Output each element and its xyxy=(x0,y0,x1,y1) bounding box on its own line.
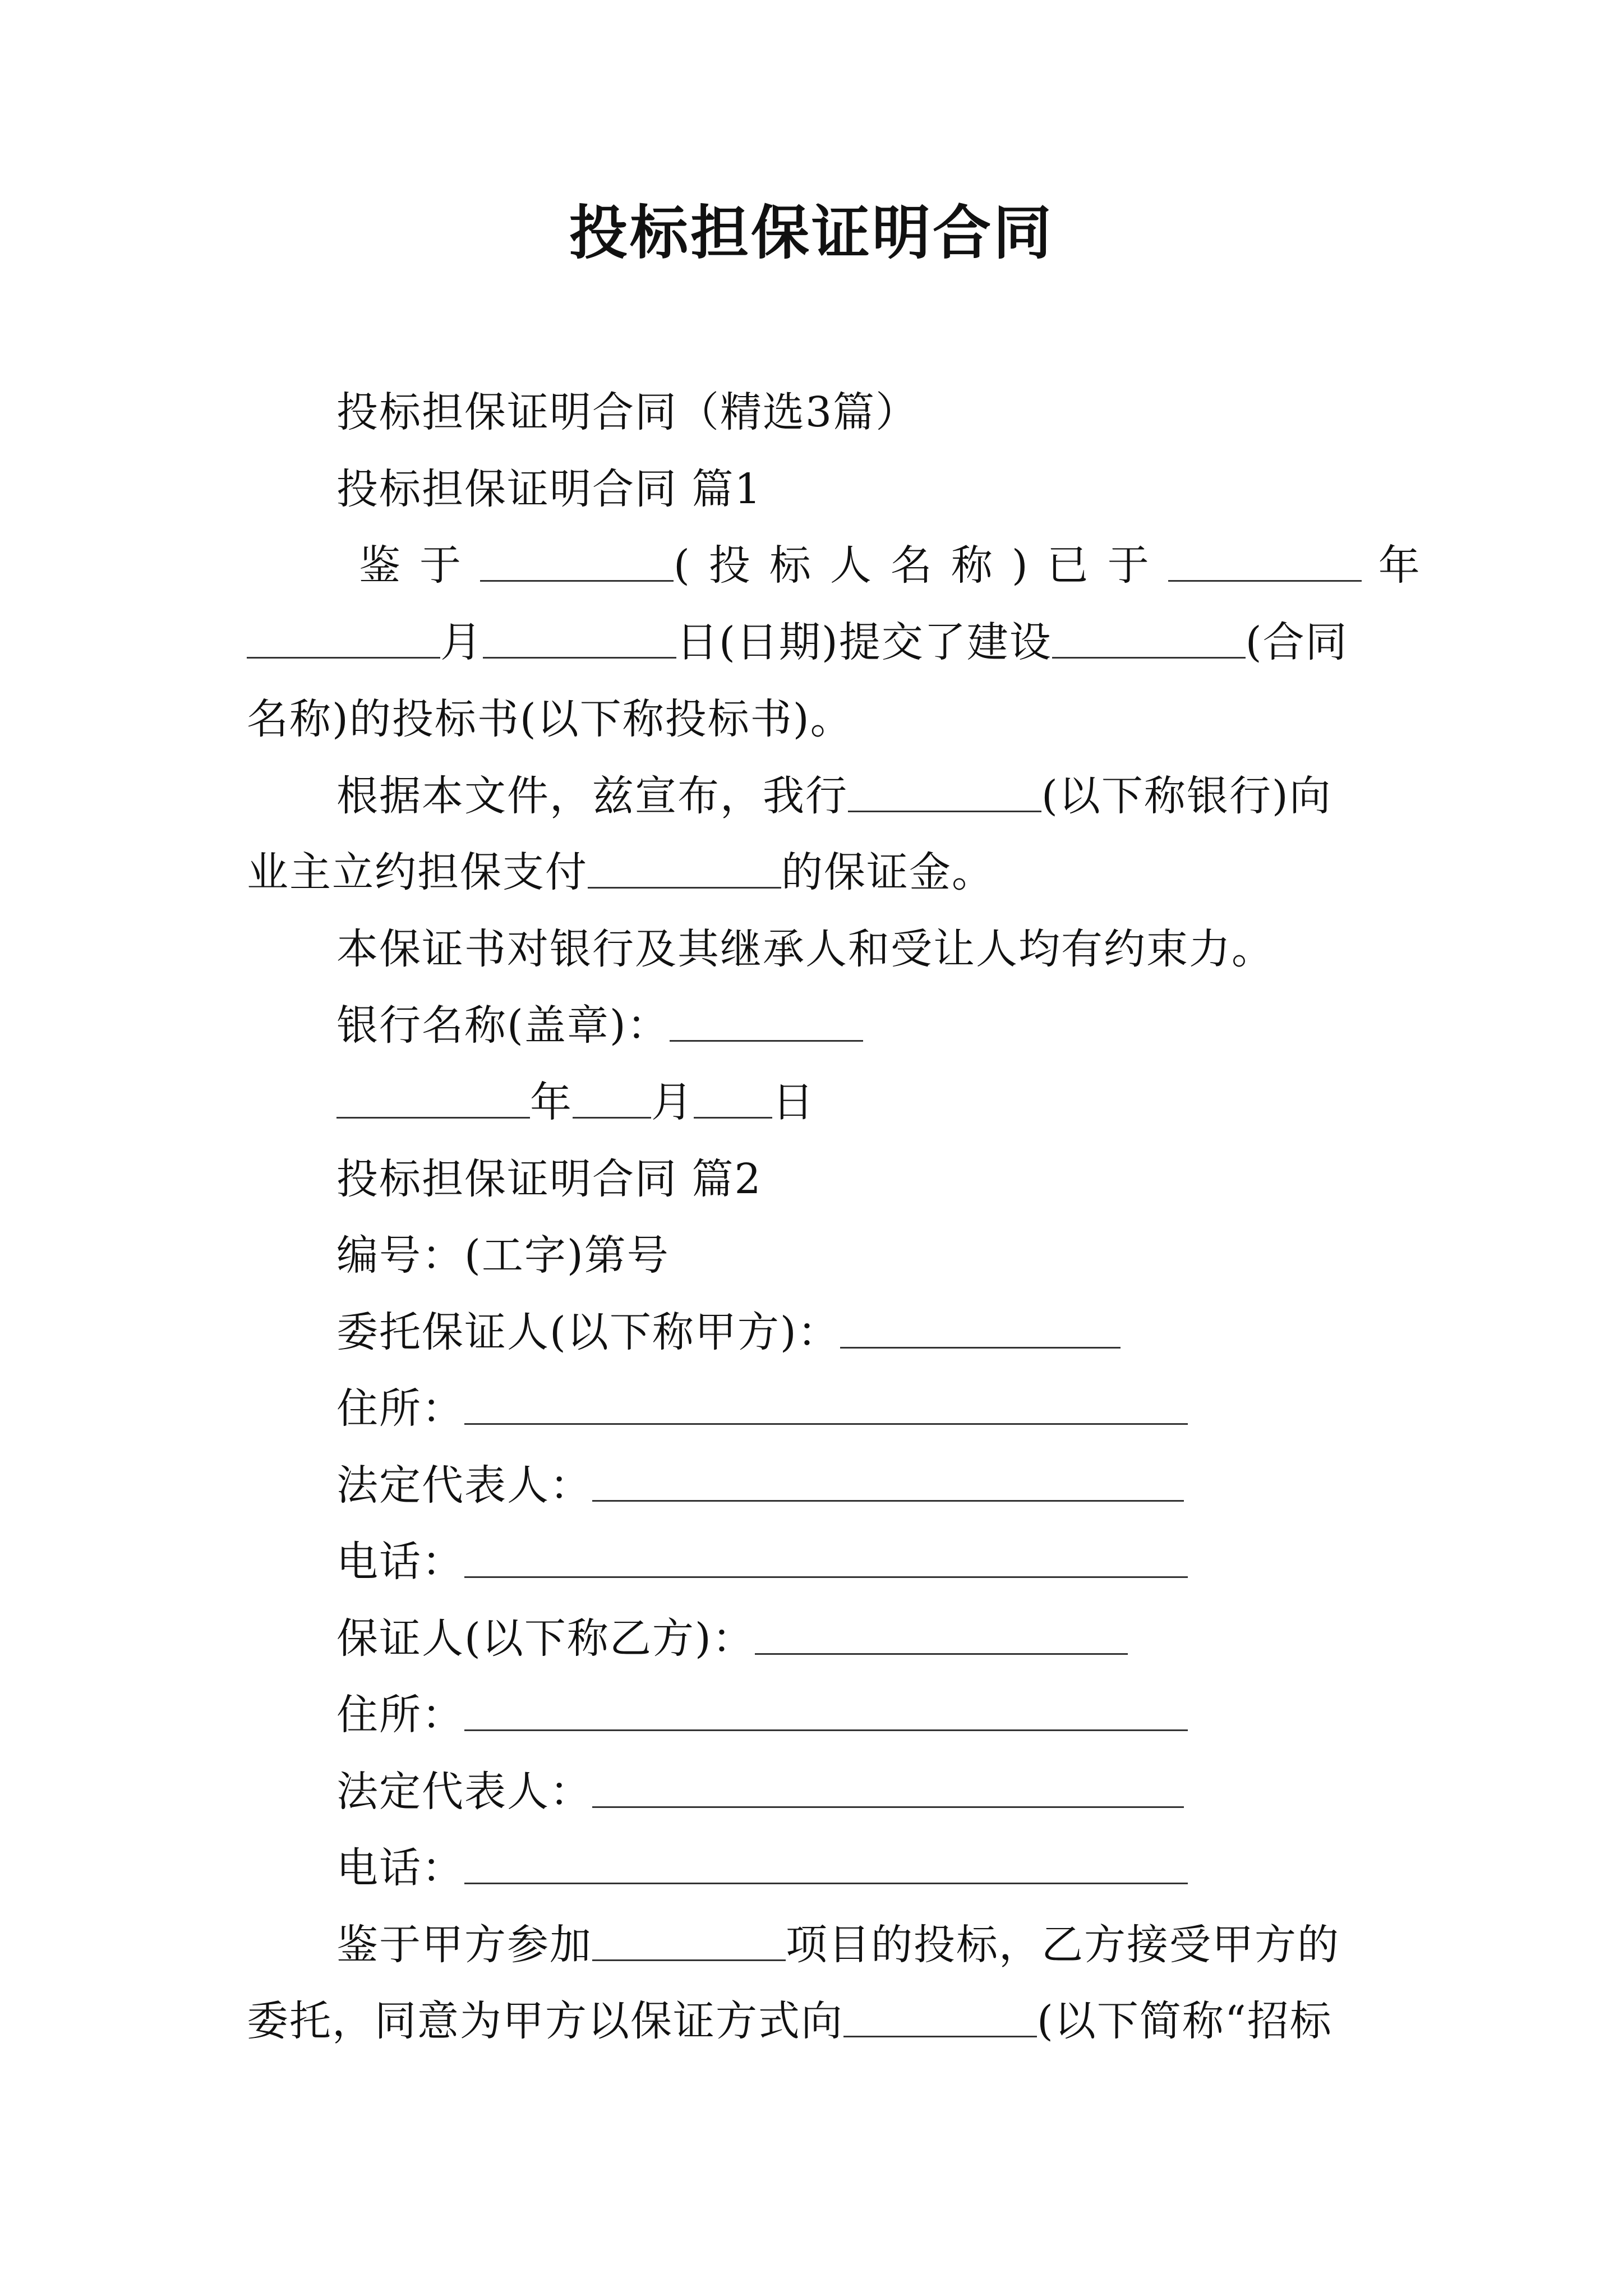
part2-paragraph-line-1 xyxy=(336,1917,1340,1973)
text-segment: (投标人名称)已于 xyxy=(674,541,1168,590)
text-segment: 业主立约担保支付 xyxy=(247,848,588,896)
text-segment: 保证人(以下称乙方)： xyxy=(336,1614,755,1663)
party-a-address xyxy=(336,1381,1188,1437)
text-segment: 电话： xyxy=(336,1844,464,1892)
part1-line-3: 名称)的投标书(以下称投标书)。 xyxy=(247,695,853,743)
blank-line xyxy=(464,1687,1188,1731)
blank-line xyxy=(247,614,440,659)
part2-paragraph-line-2 xyxy=(247,1993,1332,2049)
party-b-address xyxy=(336,1687,1188,1743)
toc-line: 投标担保证明合同（精选3篇） xyxy=(336,388,919,436)
blank-line xyxy=(483,614,676,659)
text-segment: 电话： xyxy=(336,1538,464,1586)
part1-line-5 xyxy=(247,844,994,900)
blank-line xyxy=(848,768,1041,812)
text-segment: 根据本文件，兹宣布，我行 xyxy=(336,772,848,820)
text-segment: 月 xyxy=(440,618,483,666)
text-segment: 法定代表人： xyxy=(336,1768,592,1816)
blank-line xyxy=(592,1457,1184,1502)
text-segment: 的保证金。 xyxy=(781,848,994,896)
part2-heading: 投标担保证明合同 篇2 xyxy=(336,1155,762,1203)
party-b-rep xyxy=(336,1764,1184,1820)
part1-line-4 xyxy=(336,768,1332,824)
text-segment: 年 xyxy=(1378,541,1421,590)
text-segment: (以下称银行)向 xyxy=(1041,772,1332,820)
blank-line xyxy=(464,1381,1188,1425)
blank-line xyxy=(592,1917,786,1961)
text-segment: 住所： xyxy=(336,1384,464,1433)
blank-line xyxy=(843,1993,1037,2037)
part1-line-6: 本保证书对银行及其继承人和受让人均有约束力。 xyxy=(336,925,1274,973)
text-segment: (合同 xyxy=(1245,618,1348,666)
text-segment: 鉴于甲方参加 xyxy=(336,1921,592,1969)
blank-line xyxy=(1168,537,1362,582)
blank-line xyxy=(694,1074,772,1119)
text-segment: 鉴于 xyxy=(359,541,480,590)
part1-line-1 xyxy=(359,537,1421,593)
blank-line xyxy=(464,1534,1188,1578)
text-segment: 法定代表人： xyxy=(336,1461,592,1510)
date-line xyxy=(336,1074,815,1130)
blank-line xyxy=(336,1074,530,1119)
part1-line-2 xyxy=(247,614,1348,670)
text-segment: 日 xyxy=(772,1078,815,1126)
blank-line xyxy=(755,1611,1128,1655)
blank-line xyxy=(670,997,863,1042)
blank-line xyxy=(592,1764,1184,1808)
part1-heading: 投标担保证明合同 篇1 xyxy=(336,465,762,513)
text-segment: 月 xyxy=(651,1078,694,1126)
party-b-phone xyxy=(336,1840,1188,1896)
bank-name-seal xyxy=(336,997,863,1053)
blank-line xyxy=(573,1074,651,1119)
party-a-line xyxy=(336,1304,1121,1360)
blank-line xyxy=(1052,614,1246,659)
text-segment: 日(日期)提交了建设 xyxy=(676,618,1052,666)
blank-line xyxy=(480,537,674,582)
contract-number: 编号：(工字)第号 xyxy=(336,1231,670,1280)
party-a-rep xyxy=(336,1457,1184,1513)
text-segment: 委托，同意为甲方以保证方式向 xyxy=(247,1997,843,2045)
text-segment: 项目的投标，乙方接受甲方的 xyxy=(786,1921,1340,1969)
text-segment: 银行名称(盖章)： xyxy=(336,1001,670,1050)
blank-line xyxy=(840,1304,1121,1349)
text-segment: (以下简称“招标 xyxy=(1037,1997,1332,2045)
text-segment: 住所： xyxy=(336,1691,464,1739)
blank-line xyxy=(464,1840,1188,1884)
blank-line xyxy=(588,844,781,889)
party-b-line xyxy=(336,1611,1128,1667)
document-title: 投标担保证明合同 xyxy=(569,198,1054,267)
text-segment: 委托保证人(以下称甲方)： xyxy=(336,1308,840,1356)
text-segment: 年 xyxy=(530,1078,573,1126)
party-a-phone xyxy=(336,1534,1188,1590)
